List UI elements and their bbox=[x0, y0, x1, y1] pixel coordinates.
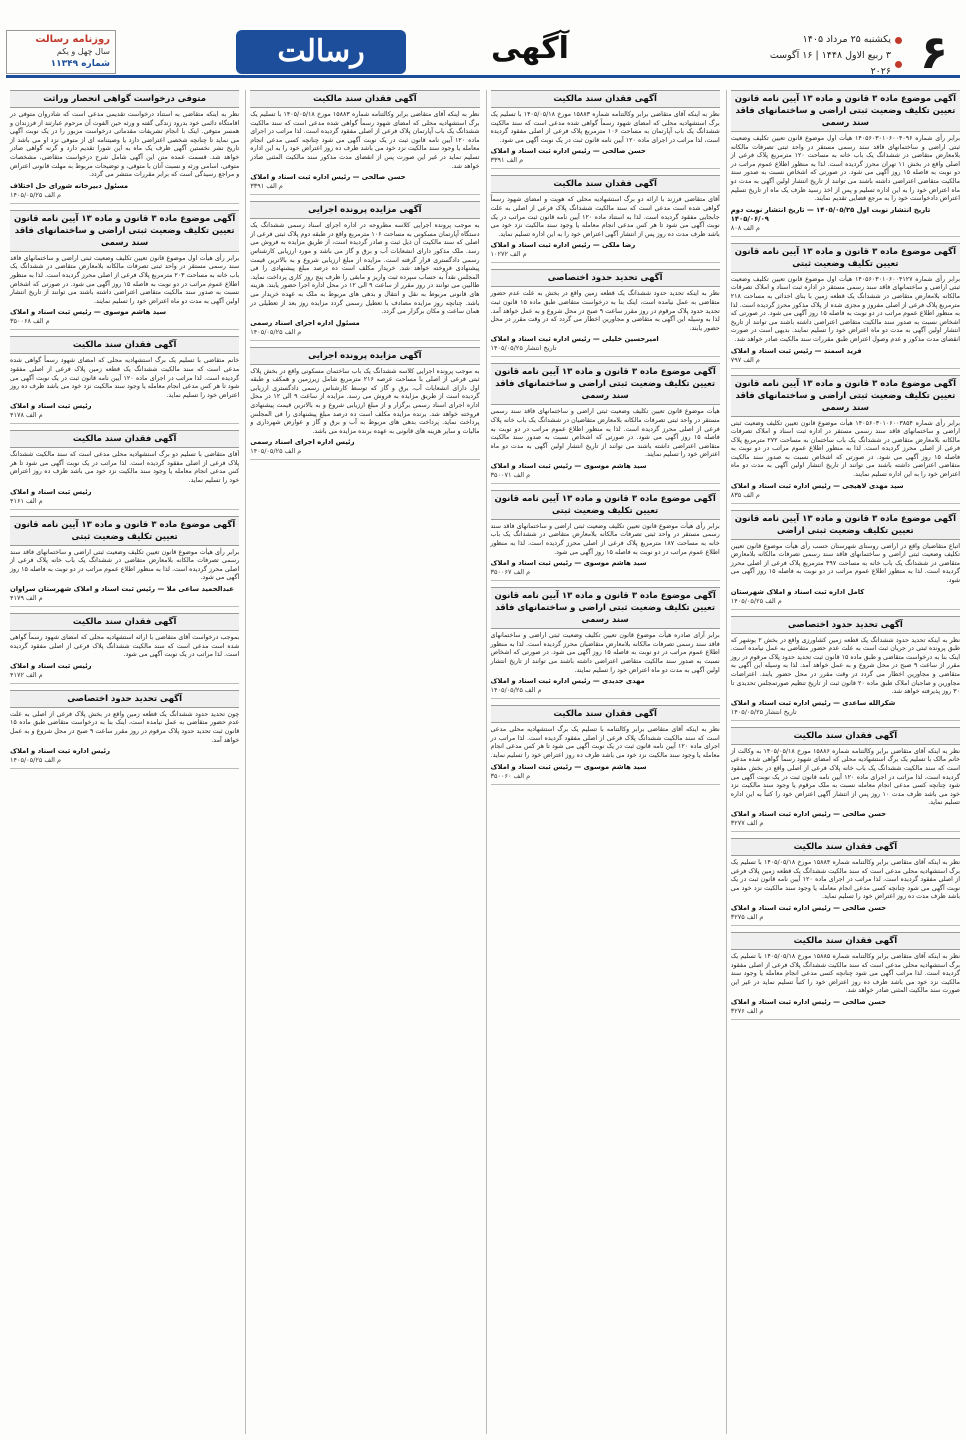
ad-columns bbox=[6, 90, 960, 1434]
masthead-name: روزنامه رسالت bbox=[35, 34, 110, 45]
ad-block bbox=[10, 210, 239, 331]
ad-sign: سید هاشم موسوی — رئیس ثبت اسناد و املاک bbox=[10, 308, 167, 317]
ad-num: م الف ۳۵۰۰۶۷ bbox=[490, 568, 531, 577]
ad-title: آگهی تحدید حدود اختصاصی bbox=[491, 269, 720, 287]
ad-body: چون تحدید حدود ششدانگ یک قطعه زمین واقع در بخش پلاک فرعی از اصلی به علت عدم حضور متقاضی به عمل نیامده است، اینک بنا به درخواست متقاضی طبق ماده ۱۵ قانون ثبت تحدید حدود پلاک مرقوم در روز مقرر ساعت ۹ صبح در محل شروع و به عمل خواهد آمد. bbox=[10, 710, 240, 744]
ad-title: آگهی مزایده پرونده اجرایی bbox=[250, 347, 479, 365]
ad-block bbox=[491, 587, 720, 699]
ad-title: آگهی فقدان سند مالکیت bbox=[731, 838, 960, 856]
ad-sign: سید هاشم موسوی — رئیس ثبت اسناد و املاک bbox=[490, 559, 647, 568]
ad-title: آگهی فقدان سند مالکیت bbox=[491, 90, 720, 108]
ad-num: م الف ۱۴۰۵/۰۵/۲۵ bbox=[250, 447, 302, 456]
ad-num: م الف ۳۲۷۷ bbox=[730, 818, 764, 827]
ad-body: نظر به اینکه آقای متقاضی برابر وکالتنامه شماره ۱۵۸۸۵ مورخ ۱۴۰۵/۰۵/۱۸ با تسلیم یک برگ استشهادیه محلی مدعی است که سند مالکیت ششدانگ پلاک فرعی از اصلی مفقود گردیده است. لذا مراتب آگهی می شود چنانچه کسی مدعی انجام معامله یا وجود سند مالکیت نزد خود می باشد ظرف ده روز اعتراض خود را کتباً تسلیم نماید در غیر این صورت سند مالکیت المثنی صادر خواهد شد. bbox=[730, 952, 960, 995]
ad-block bbox=[491, 269, 720, 357]
ad-title: آگهی موضوع ماده ۳ قانون و ماده ۱۳ آیین نامه قانون تعیین تکلیف وضعیت ثبتی اراضی و ساختمانهای فاقد سند رسمی bbox=[731, 375, 960, 417]
ad-title: آگهی موضوع ماده ۳ قانون و ماده ۱۳ آیین نامه قانون تعیین تکلیف وضعیت ثبتی اراضی bbox=[731, 510, 960, 540]
ad-sign: مهدی جدیدی — رئیس اداره ثبت اسناد و املاک bbox=[490, 677, 645, 686]
ad-body: برابر رأی هیأت اول موضوع قانون تعیین تکلیف وضعیت ثبتی اراضی و ساختمانهای فاقد سند رسمی مستقر در واحد ثبتی تصرفات مالکانه بلامعارض متقاضی در ششدانگ یک باب خانه به مساحت ۲۰۳ مترمربع پلاک فرعی از اصلی محرز گردیده است. لذا به منظور اطلاع عموم مراتب در دو نوبت به فاصله ۱۵ روز آگهی می شود. در صورتی که اشخاص نسبت به صدور سند مالکیت متقاضی اعتراضی داشته باشند می توانند از تاریخ انتشار اولین آگهی به مدت دو ماه اعتراض خود را تسلیم نمایند. bbox=[10, 254, 240, 305]
ad-body: به موجب پرونده اجرایی کلاسه مطروحه در اداره اجرای اسناد رسمی ششدانگ یک دستگاه آپارتمان مسکونی به مساحت ۱۰۶ مترمربع واقع در طبقه دوم پلاک ثبتی فرعی از اصلی که سند مالکیت آن ذیل ثبت و صادر گردیده است، از طریق مزایده به فروش می رسد. ملک مذکور دارای انشعابات آب و برق و گاز می باشد و مورد ارزیابی کارشناس رسمی دادگستری قرار گرفته است. مزایده از مبلغ ارزیابی شروع و به بالاترین قیمت پیشنهادی فروخته خواهد شد. خریدار مکلف است ده درصد مبلغ پیشنهادی را فی المجلس نقداً به حساب سپرده ثبت واریز و مابقی را ظرف پنج روز کاری پرداخت نماید. طالبین می توانند در روز مقرر از ساعت ۹ الی ۱۲ در محل اداره اجرا حضور یابند. هزینه های قانونی مربوط به نقل و انتقال و بدهی های مربوط به ملک به عهده خریدار می باشد. چنانچه روز مزایده مصادف با تعطیل رسمی گردد مزایده روز بعد از تعطیلی در همان ساعت و مکان برگزار می گردد. bbox=[250, 222, 480, 316]
ad-block bbox=[250, 347, 479, 461]
ad-title: آگهی موضوع ماده ۳ قانون و ماده ۱۳ آیین نامه قانون تعیین تکلیف وضعیت ثبتی اراضی و ساختمانهای فاقد سند رسمی bbox=[491, 587, 720, 629]
ad-block bbox=[731, 90, 960, 237]
ad-num: م الف ۴۱۷۹ bbox=[10, 594, 43, 603]
ad-num: م الف ۷۹۷ bbox=[730, 355, 760, 364]
ad-block bbox=[10, 516, 239, 607]
ad-num: م الف ۴۱۶۱ bbox=[10, 496, 43, 505]
ad-body: برابر رأی شماره ۱۴۰۵۶۰۳۰۱۰۶۰۰۴۰۹۶ هیأت اول موضوع قانون تعیین تکلیف وضعیت ثبتی اراضی و ساختمانهای فاقد سند رسمی مستقر در واحد ثبتی تصرفات مالکانه بلامعارض متقاضی در ششدانگ یک باب خانه به مساحت ۱۲۰ مترمربع پلاک فرعی از اصلی واقع در بخش ۱۱ تهران محرز گردیده است. لذا به منظور اطلاع عموم مراتب در دو نوبت به فاصله ۱۵ روز آگهی می شود. در صورتی که اشخاص نسبت به صدور سند مالکیت متقاضی اعتراضی داشته باشند می توانند از تاریخ انتشار اولین آگهی به مدت دو ماه اعتراض خود را به این اداره تسلیم و پس از اخذ رسید ظرف یک ماه از تاریخ تسلیم اعتراض دادخواست خود را به مرجع قضایی تقدیم نمایند. bbox=[730, 135, 960, 203]
ad-sign: حسن صالحی — رئیس اداره ثبت اسناد و املاک bbox=[250, 173, 406, 182]
ad-sign: شکرالله ساعدی — رئیس اداره ثبت اسناد و املاک bbox=[730, 698, 896, 707]
ad-body: نظر به اینکه آقای متقاضی برابر وکالتنامه شماره ۱۵۸۸۳ مورخ ۱۴۰۵/۰۵/۱۸ با تسلیم یک برگ استشهادیه محلی که امضای شهود رسماً گواهی شده مدعی است که سند مالکیت ششدانگ یک باب آپارتمان پلاک فرعی از اصلی مفقود گردیده است. لذا مراتب در اجرای ماده ۱۲۰ آیین نامه قانون ثبت در یک نوبت آگهی می شود چنانچه کسی مدعی انجام معامله یا وجود سند مالکیت نزد خود می باشد ظرف ده روز اعتراض خود را به این اداره تسلیم نماید در غیر این صورت پس از انقضای مدت مذکور سند مالکیت المثنی صادر خواهد شد. bbox=[250, 111, 480, 170]
ad-block bbox=[491, 705, 720, 784]
ad-block bbox=[731, 616, 960, 721]
ad-column bbox=[245, 90, 479, 1434]
ad-num: م الف ۴۱۷۲ bbox=[10, 670, 43, 679]
ad-body: برابر رأی شماره ۱۴۰۵۶۰۳۰۱۰۶۰۰۴۱۲۷ هیأت اول موضوع قانون تعیین تکلیف وضعیت ثبتی اراضی و ساختمانهای فاقد سند رسمی مستقر در اداره ثبت اسناد و املاک تصرفات مالکانه بلامعارض متقاضی در ششدانگ یک قطعه زمین با بنای احداثی به مساحت ۲۱۸ مترمربع پلاک فرعی از اصلی مفروز و مجزی شده از پلاک مذکور محرز گردیده است. لذا به منظور اطلاع عموم مراتب در دو نوبت به فاصله ۱۵ روز آگهی می شود. در صورتی که اشخاص نسبت به صدور سند مالکیت متقاضی اعتراضی داشته باشند می توانند از تاریخ انتشار اولین آگهی به مدت دو ماه اعتراض خود را تسلیم نمایند. بدیهی است در صورت انقضای مدت مذکور و عدم وصول اعتراض طبق مقررات سند مالکیت صادر خواهد شد. bbox=[730, 275, 960, 343]
ad-body: هیأت موضوع قانون تعیین تکلیف وضعیت ثبتی اراضی و ساختمانهای فاقد سند رسمی مستقر در واحد ثبتی تصرفات مالکانه بلامعارض متقاضیان در ششدانگ یک باب خانه پلاک فرعی از اصلی محرز گردیده است. لذا به منظور اطلاع عموم مراتب در دو نوبت به فاصله ۱۵ روز آگهی می شود. در صورتی که اشخاص نسبت به صدور سند مالکیت متقاضی اعتراضی داشته باشند می توانند از تاریخ انتشار اولین آگهی به مدت دو ماه اعتراض خود را تسلیم نمایند. bbox=[490, 408, 720, 459]
ad-sign: فرید اسمند — رئیس ثبت اسناد و املاک bbox=[730, 346, 862, 355]
ad-body: اتباع متقاضیان واقع در اراضی روستای شهرستان حسب رأی هیأت موضوع قانون تعیین تکلیف وضعیت ثبتی اراضی و ساختمانهای فاقد سند رسمی تصرفات مالکانه بلامعارض متقاضی در ششدانگ یک باب خانه به مساحت ۴۹۷ مترمربع پلاک فرعی از اصلی محرز گردیده است. لذا به منظور اطلاع عموم مراتب در دو نوبت به فاصله ۱۵ روز آگهی می شود. bbox=[730, 542, 960, 585]
ad-block bbox=[731, 838, 960, 926]
ad-title: آگهی فقدان سند مالکیت bbox=[10, 613, 239, 631]
ad-num: م الف ۳۵۰۰۶۸ bbox=[10, 317, 50, 326]
ad-body: خانم متقاضی با تسلیم یک برگ استشهادیه محلی که امضای شهود رسماً گواهی شده مدعی است که سند مالکیت ششدانگ یک قطعه زمین پلاک فرعی از اصلی مفقود گردیده است. لذا مراتب در اجرای ماده ۱۲۰ آیین نامه قانون ثبت در یک نوبت آگهی می شود تا هر کس مدعی انجام معامله یا وجود سند مالکیت نزد خود می باشد ظرف ده روز اعتراض خود را تسلیم نماید. bbox=[10, 357, 240, 399]
ad-num: م الف ۳۳۹۱ bbox=[250, 182, 283, 191]
ad-num: م الف ۳۲۷۶ bbox=[730, 1006, 764, 1015]
ad-sign: سید هاشم موسوی — رئیس ثبت اسناد و املاک bbox=[490, 461, 647, 470]
ad-body: آقای متقاضی با تسلیم دو برگ استشهادیه محلی مدعی است که سند مالکیت ششدانگ پلاک فرعی از اصلی مفقود گردیده است. لذا مراتب در یک نوبت آگهی می شود تا هر کس مدعی انجام معامله یا وجود سند مالکیت نزد خود می باشد ظرف ده روز اعتراض خود را تسلیم نماید. bbox=[10, 451, 240, 485]
ad-num: م الف ۴۱۷۸ bbox=[10, 411, 43, 420]
ad-column bbox=[726, 90, 960, 1434]
ad-block bbox=[10, 690, 239, 769]
ad-title: آگهی فقدان سند مالکیت bbox=[10, 336, 239, 354]
page-header bbox=[6, 26, 960, 78]
issue-date bbox=[752, 32, 902, 80]
ad-body: نظر به اینکه تحدید حدود ششدانگ یک قطعه زمین کشاورزی واقع در بخش ۲ بوشهر که طبق پرونده ثبتی در جریان ثبت است به علت عدم حضور متقاضی به عمل نیامده است. اینک بنا به درخواست متقاضی و طبق ماده ۱۵ قانون ثبت تحدید حدود پلاک مرقوم در روز مقرر از ساعت ۹ صبح در محل شروع و به عمل خواهد آمد. لذا به وسیله این آگهی به متقاضی و مجاورین اخطار می گردد در وقت مقرر در محل حضور یابند. اعتراضات مجاورین و صاحبان املاک طبق ماده ۲۰ قانون ثبت از تاریخ تنظیم صورتمجلس تحدیدی تا ۳۰ روز پذیرفته خواهد شد. bbox=[730, 636, 960, 696]
ad-body: آقای متقاضی فرزند با ارائه دو برگ استشهادیه محلی که هویت و امضای شهود رسماً گواهی شده است مدعی است که سند مالکیت ششدانگ پلاک فرعی از اصلی به علت جابجایی مفقود گردیده است. لذا به استناد ماده ۱۲۰ آیین نامه قانون ثبت مراتب در یک نوبت آگهی می شود تا هر کس مدعی انجام معامله یا وجود سند مالکیت نزد خود می باشد ظرف مدت ده روز پس از انتشار آگهی اعتراض خود را به این اداره تسلیم نماید. bbox=[490, 196, 720, 238]
ad-body: برابر رأی شماره ۱۴۰۵۶۰۳۰۱۰۶۰۰۳۸۵۴ هیأت موضوع قانون تعیین تکلیف وضعیت ثبتی اراضی و ساختمانهای فاقد سند رسمی مستقر در اداره ثبت اسناد و املاک تصرفات مالکانه بلامعارض متقاضی در ششدانگ یک باب ساختمان به مساحت ۲۷۲ مترمربع پلاک فرعی از اصلی محرز گردیده است. لذا به منظور اطلاع عموم مراتب در دو نوبت به فاصله ۱۵ روز آگهی می شود. در صورتی که اشخاص نسبت به صدور سند مالکیت متقاضی اعتراضی داشته باشند می توانند از تاریخ انتشار اولین آگهی به مدت دو ماه اعتراض خود را به این اداره تسلیم نمایند. bbox=[730, 419, 960, 479]
section-title: آگهی bbox=[491, 31, 569, 66]
ad-column bbox=[486, 90, 720, 1434]
ad-title: آگهی مزایده پرونده اجرایی bbox=[250, 201, 479, 219]
ad-title: آگهی موضوع ماده ۳ قانون و ماده ۱۳ آیین نامه قانون تعیین تکلیف وضعیت ثبتی اراضی و ساختمانهای فاقد سند رسمی bbox=[491, 363, 720, 405]
ad-body: نظر به اینکه متقاضی به استناد درخواست تقدیمی مدعی است که شادروان متوفی در اقامتگاه دائمی خود بدرود زندگی گفته و ورثه حین الفوت آن مرحوم عبارتند از فرزندان و همسر متوفی. اینک با انجام تشریفات مقدماتی درخواست مزبور را در یک نوبت آگهی می نماید تا چنانچه شخصی اعتراضی دارد یا وصیتنامه ای از متوفی نزد او می باشد از تاریخ نشر نخستین آگهی ظرف یک ماه به این شورا تقدیم دارد و گرنه گواهی صادر خواهد شد. قسمت عمده متن این آگهی شامل شرح درخواست متقاضی، مشخصات متوفی، اسامی ورثه و نسبت آنان با متوفی، و توضیحات مربوط به مهلت قانونی اعتراض و مراجع رسیدگی است که برابر مقررات منتشر می گردد. bbox=[10, 111, 240, 179]
ad-block bbox=[10, 336, 239, 424]
ad-sign: تاریخ انتشار نوبت اول ۱۴۰۵/۰۵/۲۵ — تاریخ انتشار نوبت دوم ۱۴۰۵/۰۶/۰۹ bbox=[730, 205, 931, 223]
ad-title: آگهی تحدید حدود اختصاصی bbox=[10, 690, 239, 708]
ad-block bbox=[250, 90, 479, 195]
ad-block bbox=[731, 510, 960, 610]
ad-num: م الف ۳۵۰۰۷۱ bbox=[490, 470, 531, 479]
ad-sign: حسن صالحی — رئیس اداره ثبت اسناد و املاک bbox=[490, 147, 646, 156]
ad-column bbox=[6, 90, 239, 1434]
bullet-icon bbox=[895, 37, 902, 44]
ad-title: آگهی فقدان سند مالکیت bbox=[731, 932, 960, 950]
ad-num: م الف ۱۰۲۷۲ bbox=[490, 250, 527, 259]
ad-num: تاریخ انتشار ۱۴۰۵/۰۵/۲۵ bbox=[730, 707, 797, 716]
ad-title: متوفی درخواست گواهی انحصار وراثت bbox=[10, 90, 239, 108]
ad-body: برابر رأی هیأت موضوع قانون تعیین تکلیف وضعیت ثبتی اراضی و ساختمانهای فاقد سند رسمی تصرفات مالکانه بلامعارض متقاضی در ششدانگ یک باب خانه پلاک فرعی از اصلی محرز گردیده است. لذا به منظور اطلاع عموم مراتب در دو نوبت به فاصله ۱۵ روز آگهی می شود. bbox=[10, 548, 240, 582]
ad-body: نظر به اینکه آقای متقاضی برابر وکالتنامه با تسلیم یک برگ استشهادیه محلی مدعی است که سند مالکیت ششدانگ پلاک فرعی از اصلی مفقود گردیده است. لذا مراتب در اجرای ماده ۱۲۰ آیین نامه قانون ثبت در یک نوبت آگهی می شود تا هر کس مدعی انجام معامله یا وجود سند مالکیت نزد خود می باشد ظرف ده روز اعتراض خود را تسلیم نماید. bbox=[490, 726, 720, 759]
ad-sign: مسئول دبیرخانه شورای حل اختلاف bbox=[10, 181, 129, 190]
ad-body: بموجب درخواست آقای متقاضی با ارائه استشهادیه محلی که امضای شهود رسماً گواهی شده است مدعی است که سند مالکیت ششدانگ پلاک فرعی از اصلی مفقود گردیده است. لذا مراتب در یک نوبت آگهی می شود. bbox=[10, 634, 240, 659]
ad-body: برابر آرای صادره هیأت موضوع قانون تعیین تکلیف وضعیت ثبتی اراضی و ساختمانهای فاقد سند رسمی تصرفات مالکانه بلامعارض متقاضیان محرز گردیده است. لذا به منظور اطلاع عموم مراتب در دو نوبت به فاصله ۱۵ روز آگهی می شود. در صورتی که اشخاص نسبت به صدور سند مالکیت متقاضی اعتراضی داشته باشند می توانند از تاریخ انتشار اولین آگهی به مدت دو ماه اعتراض خود را تسلیم نمایند. bbox=[490, 632, 720, 674]
ad-sign: رضا ملکی — رئیس اداره ثبت اسناد و املاک bbox=[490, 241, 636, 250]
ad-block bbox=[10, 613, 239, 684]
ad-title: آگهی تحدید حدود اختصاصی bbox=[731, 616, 960, 634]
ad-sign: سید مهدی لاهیجی — رئیس اداره ثبت اسناد و املاک bbox=[730, 481, 904, 490]
ad-sign: رئیس اداره اجرای اسناد رسمی bbox=[250, 438, 355, 447]
ad-title: آگهی فقدان سند مالکیت bbox=[731, 727, 960, 745]
ad-sign: رئیس ثبت اسناد و املاک bbox=[10, 661, 92, 670]
ad-block bbox=[250, 201, 479, 341]
ad-title: آگهی موضوع ماده ۳ قانون و ماده ۱۳ آیین نامه قانون تعیین تکلیف وضعیت ثبتی bbox=[491, 490, 720, 520]
ad-sign: حسن صالحی — رئیس اداره ثبت اسناد و املاک bbox=[730, 903, 887, 912]
ad-title: آگهی فقدان سند مالکیت bbox=[491, 175, 720, 193]
ad-block bbox=[10, 430, 239, 509]
ad-title: آگهی موضوع ماده ۳ قانون و ماده ۱۳ آیین نامه قانون تعیین تکلیف وضعیت ثبتی اراضی و ساختمانهای فاقد سند رسمی bbox=[731, 90, 960, 132]
ad-num: م الف ۸۰۸ bbox=[730, 223, 760, 232]
ad-title: آگهی فقدان سند مالکیت bbox=[250, 90, 479, 108]
ad-block bbox=[731, 932, 960, 1020]
ad-num: م الف ۸۳۵ bbox=[730, 490, 760, 499]
ad-body: به موجب پرونده اجرایی کلاسه ششدانگ یک باب ساختمان مسکونی واقع در بخش پلاک ثبتی فرعی از اصلی با مساحت عرصه ۲۱۶ مترمربع شامل زیرزمین و همکف و طبقه اول دارای انشعابات آب، برق و گاز که توسط کارشناس رسمی دادگستری ارزیابی گردیده است از طریق مزایده به فروش می رسد. مزایده از ساعت ۹ الی ۱۲ در محل اداره اجرای اسناد رسمی برگزار و از مبلغ ارزیابی شروع و به بالاترین قیمت پیشنهادی فروخته خواهد شد. برنده مزایده مکلف است ده درصد مبلغ پیشنهادی را فی المجلس پرداخت نماید. پرداخت بدهی های مربوط به آب و برق و گاز و عوارض شهرداری و مالیات و سایر هزینه های قانونی به عهده برنده مزایده می باشد. bbox=[250, 367, 480, 435]
ad-num: م الف ۳۲۷۵ bbox=[730, 912, 764, 921]
ad-block bbox=[731, 375, 960, 504]
ad-block bbox=[731, 243, 960, 369]
ad-block bbox=[491, 490, 720, 581]
ad-block bbox=[491, 363, 720, 484]
ad-body: نظر به اینکه آقای متقاضی برابر وکالتنامه شماره ۱۵۸۸۳ مورخ ۱۴۰۵/۰۵/۱۸ با تسلیم یک برگ استشهادیه محلی که امضای شهود رسماً گواهی شده مدعی است که سند مالکیت ششدانگ یک باب آپارتمان به مساحت ۱۰۶ مترمربع پلاک فرعی از اصلی مفقود گردیده است، لذا مراتب در اجرای ماده ۱۲۰ آیین نامه قانون ثبت در یک نوبت آگهی می شود. bbox=[490, 111, 720, 144]
masthead-box bbox=[6, 30, 116, 74]
ad-block bbox=[491, 90, 720, 169]
ad-title: آگهی موضوع ماده ۳ قانون و ماده ۱۳ آیین نامه قانون تعیین تکلیف وضعیت ثبتی bbox=[10, 516, 239, 546]
ad-num: م الف ۱۴۰۵/۰۵/۲۵ bbox=[10, 190, 61, 199]
ad-sign: امیرحسین خلیلی — رئیس اداره ثبت اسناد و املاک bbox=[490, 335, 659, 344]
ad-sign: رئیس ثبت اسناد و املاک bbox=[10, 402, 92, 411]
bullet-icon bbox=[895, 61, 902, 68]
ad-num: م الف ۱۴۰۵/۰۵/۲۵ bbox=[10, 756, 61, 765]
ad-sign: سید هاشم موسوی — رئیس ثبت اسناد و املاک bbox=[490, 762, 647, 771]
date-line-2: ۳ ربیع الاول ۱۴۴۸ | ۱۶ آگوست ۲۰۲۶ bbox=[769, 50, 891, 77]
date-line-1: یکشنبه ۲۵ مرداد ۱۴۰۵ bbox=[802, 34, 891, 45]
ad-sign: حسن صالحی — رئیس اداره ثبت اسناد و املاک bbox=[730, 997, 887, 1006]
ad-num: م الف ۳۳۹۱ bbox=[490, 156, 524, 165]
ad-block bbox=[10, 90, 239, 204]
masthead-line-2: شماره ۱۱۳۴۹ bbox=[50, 59, 110, 69]
ad-sign: مسئول اداره اجرای اسناد رسمی bbox=[250, 318, 360, 327]
ad-num: م الف ۱۴۰۵/۰۵/۲۵ bbox=[730, 596, 782, 605]
ad-num: م الف ۱۴۰۵/۰۵/۲۵ bbox=[490, 686, 542, 695]
ad-title: آگهی موضوع ماده ۳ قانون و ماده ۱۳ آیین نامه قانون تعیین تکلیف وضعیت ثبتی اراضی و ساختمانهای فاقد سند رسمی bbox=[10, 210, 239, 252]
ad-block bbox=[731, 727, 960, 832]
ad-title: آگهی فقدان سند مالکیت bbox=[491, 705, 720, 723]
ad-sign: حسن صالحی — رئیس اداره ثبت اسناد و املاک bbox=[730, 809, 887, 818]
ad-sign: رئیس ثبت اسناد و املاک bbox=[10, 487, 92, 496]
ad-num: م الف ۳۵۰۰۶۰ bbox=[490, 771, 531, 780]
masthead-line-1: سال چهل و یکم bbox=[56, 47, 110, 56]
page-number: ۶ bbox=[919, 25, 949, 79]
ad-title: آگهی موضوع ماده ۳ قانون و ماده ۱۳ آیین نامه قانون تعیین تکلیف وضعیت ثبتی bbox=[731, 243, 960, 273]
ad-body: برابر رأی هیأت موضوع قانون تعیین تکلیف وضعیت ثبتی اراضی و ساختمانهای فاقد سند رسمی مستقر در واحد ثبتی تصرفات مالکانه بلامعارض متقاضی در ششدانگ یک باب خانه به مساحت ۱۸۷ مترمربع پلاک فرعی از اصلی محرز گردیده است. لذا به منظور اطلاع عموم مراتب در دو نوبت به فاصله ۱۵ روز آگهی می شود. bbox=[490, 522, 720, 556]
ad-title: آگهی فقدان سند مالکیت bbox=[10, 430, 239, 448]
ad-num: تاریخ انتشار ۱۴۰۵/۰۵/۲۵ bbox=[490, 344, 557, 353]
ad-sign: کامل اداره ثبت اسناد و املاک شهرستان bbox=[730, 587, 865, 596]
ad-body: نظر به اینکه آقای متقاضی برابر وکالتنامه شماره ۱۵۸۸۴ مورخ ۱۴۰۵/۰۵/۱۸ با تسلیم یک برگ استشهادیه محلی مدعی است که سند مالکیت ششدانگ یک قطعه زمین پلاک فرعی از اصلی مفقود گردیده است. لذا مراتب در اجرای ماده ۱۲۰ آیین نامه قانون ثبت در یک نوبت آگهی می شود چنانچه کسی مدعی انجام معامله یا وجود سند مالکیت نزد خود می باشد ظرف مدت ده روز اعتراض خود را تسلیم نماید. bbox=[730, 858, 960, 901]
ad-body: نظر به اینکه تحدید حدود ششدانگ یک قطعه زمین واقع در بخش به علت عدم حضور متقاضی به عمل نیامده است، اینک بنا به درخواست متقاضی طبق ماده ۱۵ قانون ثبت تحدید حدود پلاک مرقوم در روز مقرر ساعت ۹ صبح در محل شروع و به عمل خواهد آمد. لذا به وسیله این آگهی به متقاضی و مجاورین اخطار می گردد که در وقت مقرر در محل حضور یابند. bbox=[490, 290, 720, 332]
ad-sign: رئیس اداره ثبت اسناد و املاک bbox=[10, 747, 110, 756]
ad-num: م الف ۱۴۰۵/۰۵/۲۵ bbox=[250, 327, 302, 336]
ad-sign: عبدالحمید ساعی ملا — رئیس ثبت اسناد و املاک شهرستان سراوان bbox=[10, 585, 234, 594]
ad-body: نظر به اینکه آقای متقاضی برابر وکالتنامه شماره ۱۵۸۸۶ مورخ ۱۴۰۵/۰۵/۱۸ به وکالت از خانم مالک با تسلیم یک برگ استشهادیه محلی که امضای شهود رسماً گواهی شده مدعی است که سند مالکیت ششدانگ یک باب خانه پلاک فرعی از اصلی واقع در بخش مفقود گردیده است، لذا مراتب در اجرای ماده ۱۲۰ آیین نامه قانون ثبت در یک نوبت آگهی می شود چنانچه کسی مدعی انجام معامله نسبت به ملک مرقوم یا وجود سند مالکیت نزد خود می باشد ظرف مدت ۱۰ روز پس از انتشار آگهی اعتراض خود را کتباً به این اداره تسلیم نماید. bbox=[730, 747, 960, 807]
brand-logo: رسالت bbox=[236, 30, 406, 74]
ad-block bbox=[491, 175, 720, 263]
